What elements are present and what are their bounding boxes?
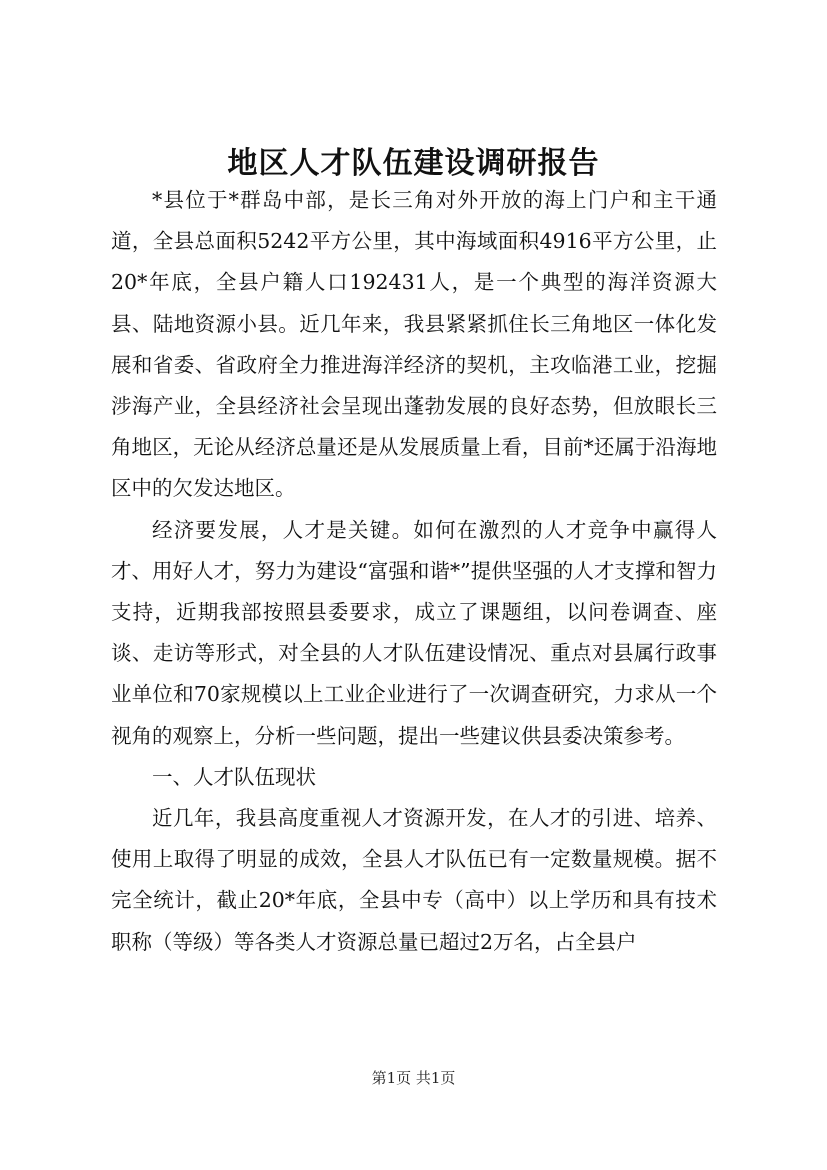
page-footer: 第1页 共1页 — [371, 1069, 456, 1087]
document-title: 地区人才队伍建设调研报告 — [227, 146, 600, 181]
paragraph-intro: *县位于*群岛中部，是长三角对外开放的海上门户和主干通道，全县总面积5242平方公里，其中海域面积4916平方公里，止20*年底，全县户籍人口192431人，是一个典型的海洋资源大县、陆地资源小县。近几年来，我县紧紧抓住长三角地区一体化发展和省委、省政府全力推进海洋经济的契机，主攻临港工业，挖掘涉海产业，全县经济社会呈现出蓬勃发展的良好态势，但放眼长三角地区，无论从经济总量还是从发展质量上看，目前*还属于沿海地区中的欠发达地区。 — [111, 188, 717, 501]
section-heading: 一、人才队伍现状 — [152, 764, 316, 789]
paragraph-purpose: 经济要发展，人才是关键。如何在激烈的人才竞争中赢得人才、用好人才，努力为建设“富强和谐*”提供坚强的人才支撑和智力支持，近期我部按照县委要求，成立了课题组，以问卷调查、座谈、走访等形式，对全县的人才队伍建设情况、重点对县属行政事业单位和70家规模以上工业企业进行了一次调查研究，力求从一个视角的观察上，分析一些问题，提出一些建议供县委决策参考。 — [111, 517, 717, 748]
document-body — [111, 180, 717, 963]
paragraph-section: 近几年，我县高度重视人才资源开发，在人才的引进、培养、使用上取得了明显的成效，全县人才队伍已有一定数量规模。据不完全统计，截止20*年底，全县中专（高中）以上学历和具有技术职称（等级）等各类人才资源总量已超过2万名，占全县户 — [111, 806, 717, 954]
